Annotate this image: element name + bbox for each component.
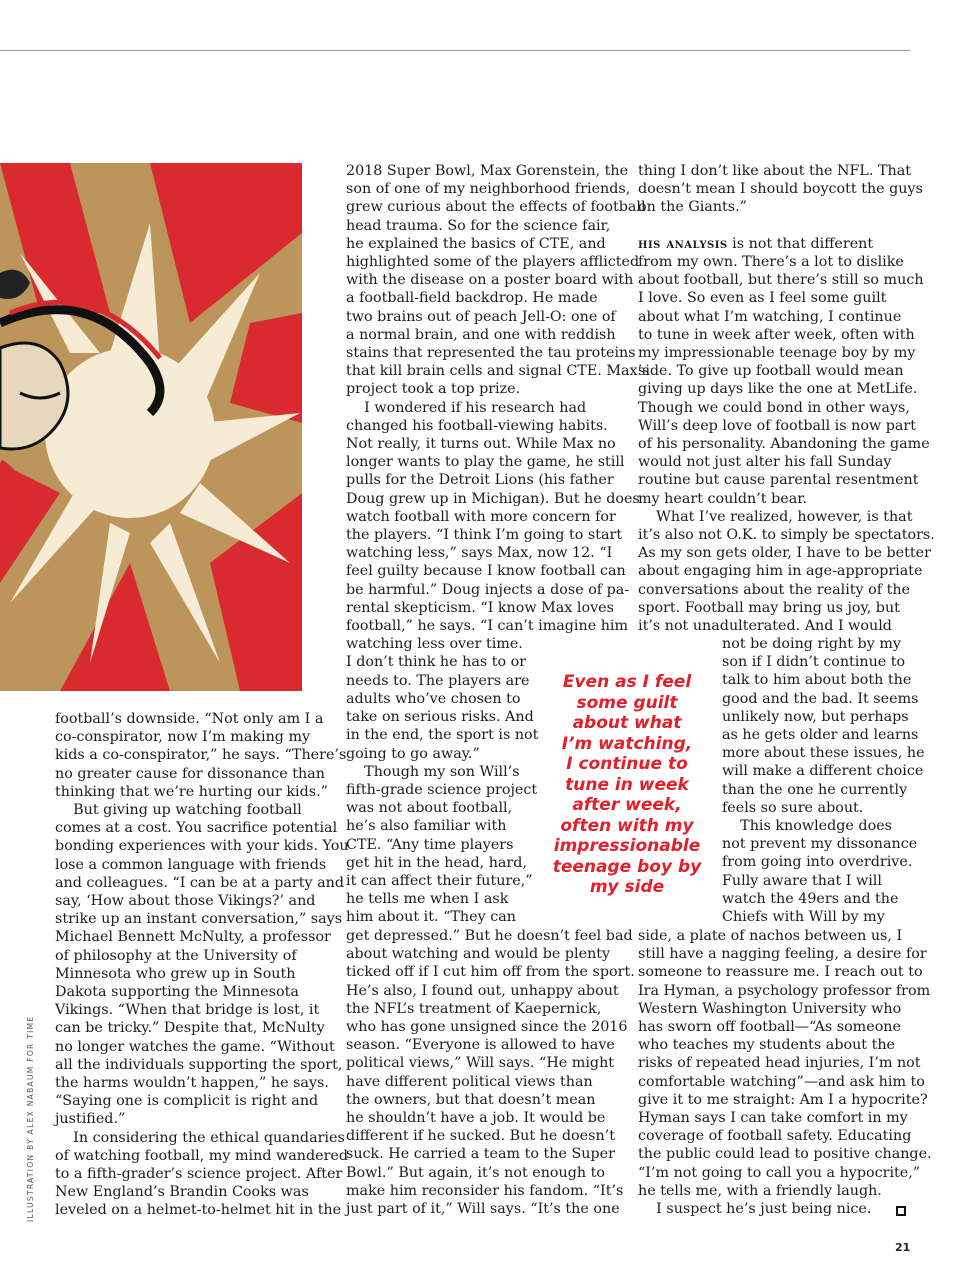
page-number: 21 (895, 1241, 911, 1254)
text-line: pulls for the Detroit Lions (his father (346, 472, 614, 489)
text-line: my heart couldn’t bear. (638, 490, 808, 507)
text-line: no greater cause for dissonance than (55, 765, 325, 782)
text-line: a football-field backdrop. He made (346, 290, 598, 307)
text-line: routine but cause parental resentment (638, 472, 919, 489)
text-line: it’s also not O.K. to simply be spectators. (638, 527, 935, 544)
pull-quote-line: I continue to (566, 754, 688, 774)
text-line: more about these issues, he (722, 745, 925, 762)
text-line: who has gone unsigned since the 2016 (346, 1019, 628, 1036)
text-line: justified.” (55, 1111, 126, 1128)
text-line: stains that represented the tau proteins (346, 345, 636, 362)
text-line: from going into overdrive. (722, 854, 913, 871)
text-line: Hyman says I can take comfort in my (638, 1110, 908, 1127)
text-line: Doug grew up in Michigan). But he does (346, 490, 640, 507)
text-line: that kill brain cells and signal CTE. Max’s (346, 363, 650, 380)
text-line: unlikely now, but perhaps (722, 708, 909, 725)
text-line: needs to. The players are (346, 672, 530, 689)
text-line: my impressionable teenage boy by my (638, 345, 916, 362)
text-line: just part of it,” Will says. “It’s the one (346, 1201, 620, 1218)
text-line: about what I’m watching, I continue (638, 308, 902, 325)
text-line: and colleagues. “I can be at a party and (55, 874, 345, 891)
text-line: longer wants to play the game, he still (346, 454, 625, 471)
text-line: a normal brain, and one with reddish (346, 326, 616, 343)
text-line: about watching and would be plenty (346, 946, 611, 963)
text-line: has sworn off football—“As someone (638, 1019, 901, 1036)
text-line: thing I don’t like about the NFL. That (638, 163, 912, 179)
text-line: of philosophy at the University of (55, 947, 297, 964)
text-line: as he gets older and learns (722, 727, 919, 744)
text-line: Not really, it turns out. While Max no (346, 436, 616, 453)
text-line: still have a nagging feeling, a desire for (638, 946, 927, 963)
text-line: Though my son Will’s (346, 763, 520, 780)
text-line: sport. Football may bring us joy, but (638, 599, 900, 616)
pull-quote-line: teenage boy by (552, 856, 702, 877)
text-line: Ira Hyman, a psychology professor from (638, 982, 931, 999)
end-mark-icon (896, 1206, 906, 1216)
text-line: coverage of football safety. Educating (638, 1128, 912, 1145)
text-line: watch football with more concern for (346, 508, 616, 525)
text-line: New England’s Brandin Cooks was (55, 1184, 309, 1201)
text-line: the public could lead to positive change. (638, 1146, 932, 1163)
text-line: football,” he says. “I can’t imagine him (346, 618, 629, 635)
text-line: different if he sucked. But he doesn’t (346, 1128, 615, 1145)
text-line: talk to him about both the (722, 672, 912, 689)
text-line: political views,” Will says. “He might (346, 1055, 615, 1072)
text-line: in the end, the sport is not (346, 727, 539, 744)
text-line: giving up days like the one at MetLife. (638, 381, 918, 398)
column-1 (55, 710, 349, 1220)
text-line: rental skepticism. “I know Max loves (346, 599, 614, 616)
text-line: fifth-grade science project (346, 781, 538, 798)
text-line: the harms wouldn’t happen,” he says. (55, 1075, 329, 1092)
text-line: leveled on a helmet-to-helmet hit in the (55, 1202, 342, 1219)
text-line: get depressed.” But he doesn’t feel bad (346, 928, 633, 944)
text-line: highlighted some of the players afflicted (346, 254, 640, 271)
text-line: What I’ve realized, however, is that (638, 508, 913, 525)
text-line: the owners, but that doesn’t mean (346, 1091, 596, 1108)
text-line: him about it. “They can (346, 909, 516, 926)
text-line: watch the 49ers and the (722, 890, 899, 907)
text-line: was not about football, (346, 800, 513, 817)
text-line: bonding experiences with your kids. You (55, 838, 349, 855)
text-line: than the one he currently (722, 781, 908, 798)
text-line: season. “Everyone is allowed to have (346, 1037, 615, 1054)
text-line: watching less,” says Max, now 12. “I (346, 545, 613, 562)
text-line: I suspect he’s just being nice. (638, 1201, 872, 1218)
text-line: Minnesota who grew up in South (55, 965, 296, 982)
pull-quote-line: my side (589, 877, 665, 897)
text-line: good and the bad. It seems (722, 690, 919, 707)
text-line: “Saying one is complicit is right and (55, 1093, 319, 1110)
text-line: he shouldn’t have a job. It would be (346, 1110, 606, 1127)
text-line: Though we could bond in other ways, (638, 399, 910, 416)
text-line: about engaging him in age-appropriate (638, 563, 923, 580)
column-3-wrap (722, 635, 925, 926)
text-line: suck. He carried a team to the Super (346, 1146, 615, 1163)
text-line: feel guilty because I know football can (346, 563, 626, 580)
text-line: Vikings. “When that bridge is lost, it (55, 1002, 320, 1019)
section-lead-in: his analysis (638, 235, 728, 252)
text-line: not be doing right by my (722, 636, 901, 652)
text-line: the NFL’s treatment of Kaepernick, (346, 1000, 602, 1017)
pull-quote-line: after week, (572, 795, 682, 815)
text-line: son if I didn’t continue to (722, 654, 906, 671)
text-line: he explained the basics of CTE, and (346, 235, 606, 252)
text-line: co-conspirator, now I’m making my (55, 729, 311, 746)
text-line: two brains out of peach Jell-O: one of (346, 308, 616, 325)
text-line: lose a common language with friends (55, 856, 327, 873)
text-line: “I’m not going to call you a hypocrite,” (638, 1164, 921, 1181)
text-line: with the disease on a poster board with (346, 272, 634, 289)
text-line: to a fifth-grader’s science project. After (55, 1166, 343, 1183)
text-line: who teaches my students about the (638, 1037, 895, 1054)
text-line: take on serious risks. And (346, 709, 534, 726)
text-line: not prevent my dissonance (722, 836, 918, 853)
text-line: will make a different choice (722, 763, 924, 780)
text-line: Dakota supporting the Minnesota (55, 984, 299, 1001)
text-line: he’s also familiar with (346, 818, 507, 835)
text-line: can be tricky.” Despite that, McNulty (55, 1020, 325, 1037)
text-line: the players. “I think I’m going to start (346, 527, 623, 544)
text-line: I wondered if his research had (346, 399, 587, 416)
text-line: side. To give up football would mean (638, 363, 904, 380)
text-line: going to go away.” (346, 745, 480, 762)
text-line: project took a top prize. (346, 381, 521, 398)
text-line: doesn’t mean I should boycott the guys (638, 181, 923, 198)
text-line: Will’s deep love of football is now part (638, 417, 916, 434)
text-line: comes at a cost. You sacrifice potential (55, 820, 338, 837)
text-line: to tune in week after week, often with (638, 326, 915, 343)
text-line: He’s also, I found out, unhappy about (346, 982, 619, 999)
text-line: make him reconsider his fandom. “It’s (346, 1182, 624, 1199)
text-line: of his personality. Abandoning the game (638, 436, 930, 453)
column-3-bottom (638, 927, 932, 1218)
text-line: ticked off if I cut him off from the sport. (346, 964, 635, 981)
text-line: Fully aware that I will (722, 872, 882, 889)
text-line: Michael Bennett McNulty, a professor (55, 929, 331, 946)
text-line: head trauma. So for the science fair, (346, 217, 611, 234)
top-rule (0, 50, 910, 51)
text-line: As my son gets older, I have to be better (638, 545, 931, 562)
text-line: get hit in the head, hard, (346, 854, 527, 871)
pull-quote-line: some guilt (576, 692, 678, 713)
text-line: have different political views than (346, 1073, 593, 1090)
text-line: risks of repeated head injuries, I’m not (638, 1055, 921, 1072)
text-line: But giving up watching football (55, 802, 302, 819)
football-illustration (0, 163, 302, 691)
text-line: grew curious about the effects of football (346, 199, 646, 216)
text-line: I don’t think he has to or (346, 654, 527, 671)
text-line: kids a co-conspirator,” he says. “There’s (55, 747, 347, 764)
pull-quote-line: tune in week (565, 774, 689, 795)
text-line: adults who’ve chosen to (346, 690, 521, 707)
text-line: Western Washington University who (638, 1000, 902, 1017)
text-line: give it to me straight: Am I a hypocrite? (638, 1091, 928, 1108)
illustration-credit: ILLUSTRATION BY ALEX NABAUM FOR TIME (26, 1015, 35, 1222)
text-line: Bowl.” But again, it’s not enough to (346, 1164, 605, 1181)
text-line: about football, but there’s still so much (638, 272, 924, 289)
column-2-bottom (346, 927, 635, 1218)
text-line: side, a plate of nachos between us, I (638, 928, 903, 944)
text-line: strike up an instant conversation,” says (55, 911, 343, 928)
text-line: I love. So even as I feel some guilt (638, 290, 887, 307)
section-lead-line: his analysis is not that different (638, 235, 874, 252)
pull-quote-line: Even as I feel (562, 672, 692, 692)
text-line: In considering the ethical quandaries (55, 1129, 345, 1146)
pull-quote-line: I’m watching, (561, 733, 693, 754)
text-line: CTE. “Any time players (346, 836, 514, 853)
text-line: on the Giants.” (638, 199, 747, 216)
text-line (638, 217, 935, 235)
text-line: be harmful.” Doug injects a dose of pa- (346, 581, 630, 598)
text-line: would not just alter his fall Sunday (638, 454, 892, 471)
text-line: thinking that we’re hurting our kids.” (55, 783, 328, 800)
column-3-top (638, 162, 935, 635)
text-line: no longer watches the game. “Without (55, 1038, 335, 1055)
text-line: it can affect their future,” (346, 872, 533, 889)
text-line: football’s downside. “Not only am I a (55, 711, 324, 727)
pull-quote (548, 672, 706, 898)
text-line: This knowledge does (722, 818, 892, 835)
text-line: someone to reassure me. I reach out to (638, 964, 923, 981)
pull-quote-line: about what (572, 713, 682, 733)
text-line: of watching football, my mind wandered (55, 1147, 349, 1164)
text-line: feels so sure about. (722, 799, 864, 816)
text-line: son of one of my neighborhood friends, (346, 181, 631, 198)
text-line: it’s not unadulterated. And I would (638, 618, 892, 635)
pull-quote-line: often with my (560, 815, 694, 836)
text-line: from my own. There’s a lot to dislike (638, 254, 904, 270)
text-line: changed his football-viewing habits. (346, 417, 608, 434)
text-line: he tells me, with a friendly laugh. (638, 1182, 882, 1199)
text-line: watching less over time. (346, 636, 523, 653)
text-line: say, ‘How about those Vikings?’ and (55, 893, 316, 910)
text-line: he tells me when I ask (346, 891, 509, 908)
text-line: Chiefs with Will by my (722, 909, 885, 926)
text-line: all the individuals supporting the sport, (55, 1056, 343, 1073)
pull-quote-line: impressionable (553, 836, 701, 856)
text-line: 2018 Super Bowl, Max Gorenstein, the (346, 163, 629, 179)
text-line: conversations about the reality of the (638, 581, 910, 598)
text-line: comfortable watching”—and ask him to (638, 1073, 925, 1090)
